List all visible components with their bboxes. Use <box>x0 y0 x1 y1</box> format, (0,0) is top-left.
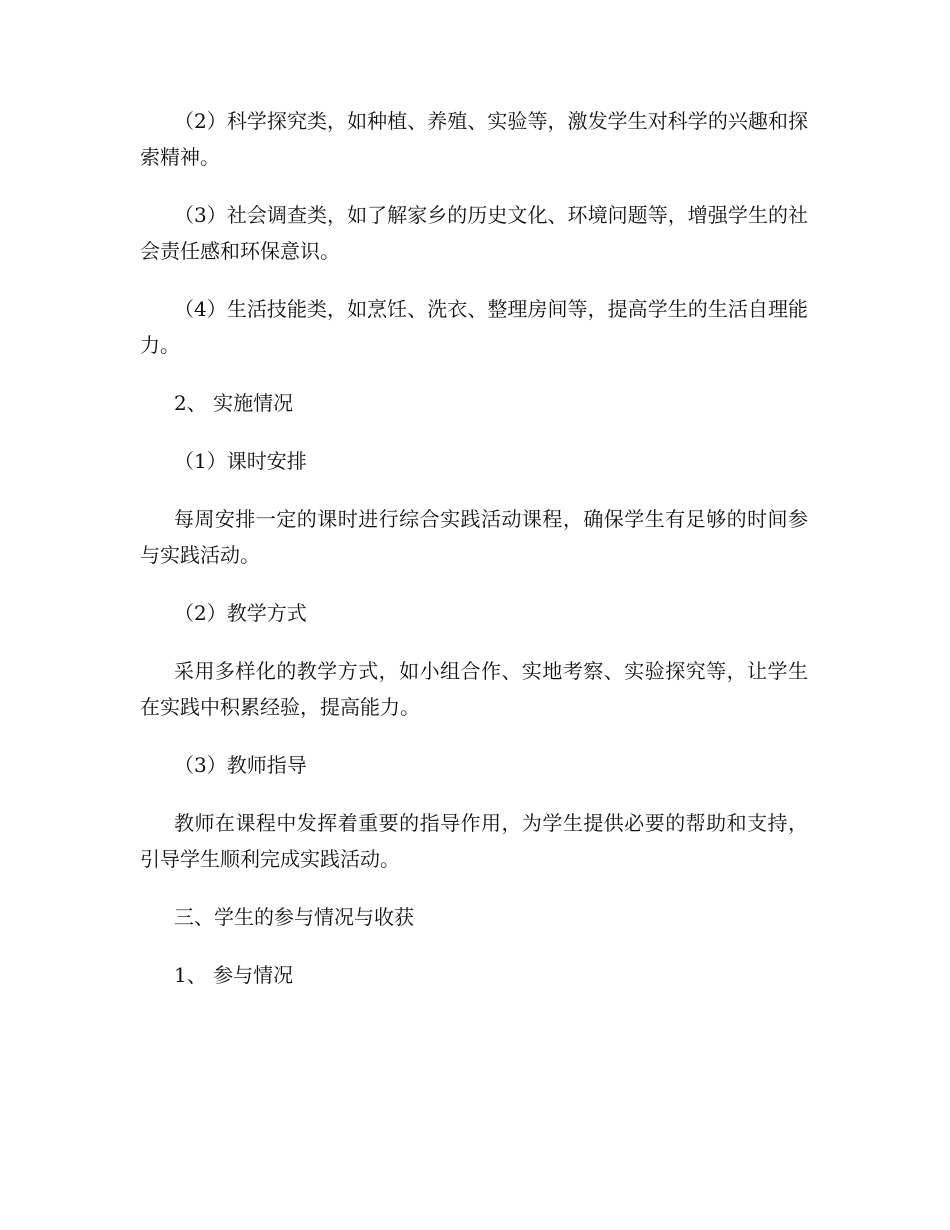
paragraph-science-exploration: （2）科学探究类，如种植、养殖、实验等，激发学生对科学的兴趣和探索精神。 <box>140 109 808 169</box>
paragraph-teaching-methods: 采用多样化的教学方式，如小组合作、实地考察、实验探究等，让学生在实践中积累经验，提高能力。 <box>140 659 808 719</box>
subheading-teacher-guidance: （3）教师指导 <box>174 753 307 777</box>
paragraph-life-skills: （4）生活技能类，如烹饪、洗衣、整理房间等，提高学生的生活自理能力。 <box>140 297 808 357</box>
paragraph-teacher-guidance: 教师在课程中发挥着重要的指导作用，为学生提供必要的帮助和支持，引导学生顺利完成实践活动。 <box>140 811 808 871</box>
subheading-teaching-methods: （2）教学方式 <box>174 601 307 625</box>
heading-implementation: 2、 实施情况 <box>174 391 294 415</box>
section-heading-student-participation: 三、学生的参与情况与收获 <box>174 905 414 929</box>
heading-participation: 1、 参与情况 <box>174 963 294 987</box>
subheading-class-hours: （1）课时安排 <box>174 449 307 473</box>
paragraph-social-survey: （3）社会调查类，如了解家乡的历史文化、环境问题等，增强学生的社会责任感和环保意识。 <box>140 203 808 263</box>
paragraph-class-hours: 每周安排一定的课时进行综合实践活动课程，确保学生有足够的时间参与实践活动。 <box>140 507 808 567</box>
document-body <box>140 103 808 1015</box>
